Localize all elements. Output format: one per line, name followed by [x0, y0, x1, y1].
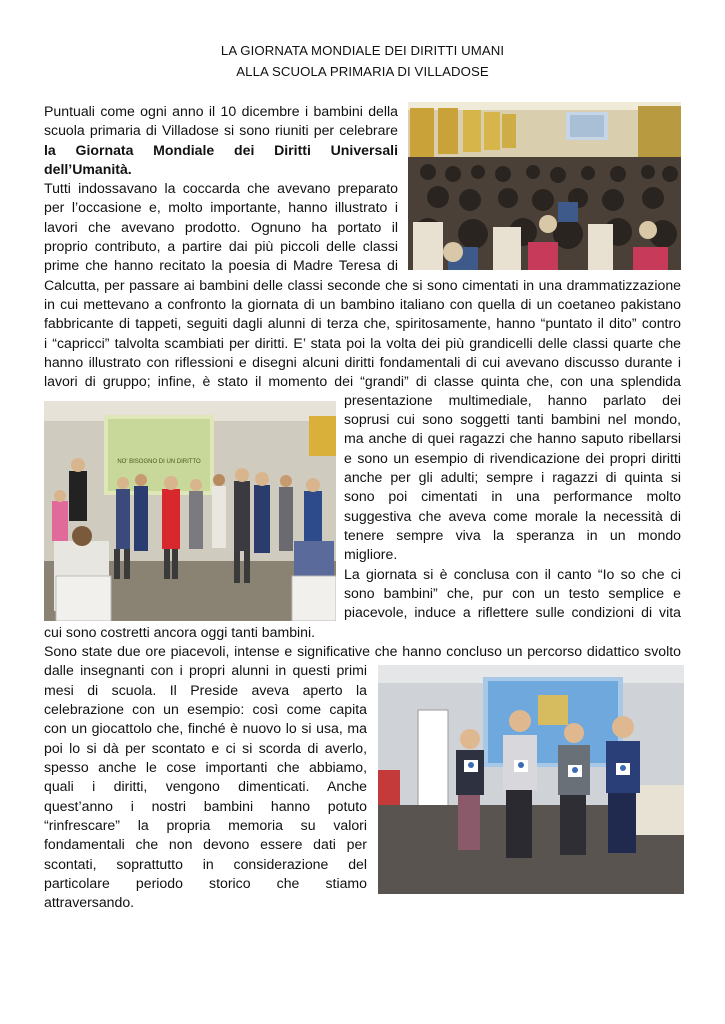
right-col-line: migliore.: [344, 546, 398, 562]
right-col-line: ma anche di quei ragazzi che hanno saputo ribellarsi: [344, 430, 681, 446]
photo-children-stage: [44, 401, 336, 621]
right-col-line: suggestiva che aveva come morale la necessità di: [344, 508, 681, 524]
photo-auditorium: [408, 102, 681, 270]
left-col-line: fondamentali che non devono essere dati per: [44, 836, 367, 852]
intro-line: prime che hanno recitato la poesia di Madre Teresa di: [44, 257, 398, 273]
body-line: Sono state due ore piacevoli, intense e significative che hanno concluso un percorso didattico svolto: [44, 643, 681, 659]
left-col-line: dalle insegnanti con i propri alunni in questi primi: [44, 662, 367, 678]
intro-line: scuola primaria di Villadose si sono riuniti per celebrare: [44, 122, 398, 138]
body-line: hanno illustrato con riflessioni e disegni alcuni diritti fondamentali di cui avevano discusso durante i: [44, 354, 681, 370]
intro-bold-line: dell’Umanità.: [44, 161, 132, 177]
title-line-2: ALLA SCUOLA PRIMARIA DI VILLADOSE: [236, 64, 489, 79]
intro-line: Tutti indossavano la coccarda che avevano preparato: [44, 180, 398, 196]
screen-caption: NO' BISOGNO DI UN DIRITTO: [117, 459, 201, 465]
body-line: cui sono costretti ancora oggi tanti bambini.: [44, 624, 316, 640]
left-col-line: “rinfrescare” la propria memoria su valori: [44, 817, 367, 833]
photo-four-children: [378, 665, 684, 894]
intro-bold-line: la Giornata Mondiale dei Diritti Universali: [44, 142, 398, 158]
left-col-line: con un giocattolo che, finché è nuovo lo si usa, ma: [44, 720, 367, 736]
right-col-line: La giornata si è conclusa con il canto “Io so che ci: [344, 566, 681, 582]
left-col-line: quali i diritti, vengono dimenticati. Anche: [44, 778, 367, 794]
right-col-line: sono bambini” che, pur con un testo semplice e: [344, 585, 681, 601]
intro-line: Puntuali come ogni anno il 10 dicembre i bambini della: [44, 103, 398, 119]
right-col-line: soprusi cui sono soggetti tanti bambini nel mondo,: [344, 411, 681, 427]
intro-line: lavori che avevano prodotto. Ognuno ha portato il: [44, 219, 398, 235]
right-col-line: e sono un esempio di rivendicazione dei propri diritti: [344, 450, 681, 466]
title-line-1: LA GIORNATA MONDIALE DEI DIRITTI UMANI: [220, 43, 505, 58]
body-line: in cui mettevano a confronto la giornata di un bambino italiano con quella di un coetaneo pakistano: [44, 296, 681, 312]
left-col-line: mesi di scuola. Il Preside aveva aperto la: [44, 682, 367, 698]
left-col-line: scontati, soprattutto in considerazione del: [44, 856, 367, 872]
right-col-line: piacevole, induce a riflettere sulle condizioni di vita: [344, 604, 681, 620]
body-line: lavori di gruppo; infine, è stato il momento dei “grandi” di classe quinta che, con una splendida: [44, 373, 681, 389]
left-col-line: particolare periodo storico che stiamo: [44, 875, 367, 891]
left-col-line: quest’anno i nostri bambini hanno potuto: [44, 798, 367, 814]
intro-line: per l’occasione e, molto importante, hanno illustrato i: [44, 199, 398, 215]
intro-line: proprio contributo, a partire dai più piccoli delle classi: [44, 238, 398, 254]
right-col-line: tenere sempre viva la speranza in un mondo: [344, 527, 681, 543]
left-col-line: spesso anche le cose importanti che abbiamo,: [44, 759, 367, 775]
right-col-line: presentazione multimediale, hanno parlato dei: [344, 392, 681, 408]
right-col-line: anche per gli adulti; sempre i ragazzi di quinta si: [344, 469, 681, 485]
right-col-line: sono poi cimentati in una performance molto: [344, 488, 681, 504]
body-line: i “capricci” talvolta scambiati per diritti. E’ stata poi la volta dei più grandicelli delle classi quarte che: [44, 335, 681, 351]
left-col-line: celebrazione con un esempio: così come capita: [44, 701, 367, 717]
left-col-line: attraversando.: [44, 894, 135, 910]
left-col-line: poi lo si dà per scontato e ci si scorda di averlo,: [44, 740, 367, 756]
body-line: Calcutta, per passare ai bambini delle classi seconde che si sono cimentati in una drammatizzazione: [44, 277, 681, 293]
body-line: fabbricante di tappeti, seguiti dagli alunni di terza che, spiritosamente, hanno “puntato il dito” contro: [44, 315, 681, 331]
